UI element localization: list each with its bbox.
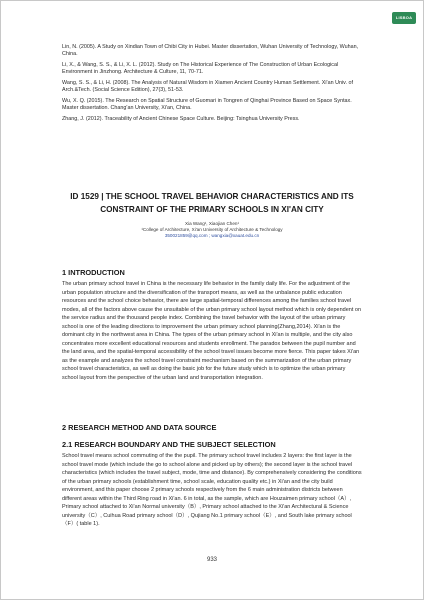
introduction-paragraph: The urban primary school travel in China is the necessary life behavior in the family daily life. For the adjustment of the urban population structure and the diversification of the transport means, as well as the unbalance public education resources and the school choice behavior, there are large spatial-temporal differences among the families school travel modes, all of the factors above cause the unsuitable of the urban primary school layout method which is only dependent on the service radius and the thousand people index. Combining the travel behavior with the layout of the urban primary school is one of the leading directions to improvement the urban primary school planning(Zhang,2014). Xi'an is the dominant city in the northwest area in China. The types of the urban primary school in Xi'an is multiple, and the city also concentrates more excellent educational resources and students enrollment. The paradox between the pupil number and the land area, and the spatial-temporal accessibility of the school travel issues become more fierce. This paper takes Xi'an as the example and analyzes the school travel constraint mechanism based on the summarization of the urban primary school travel characteristics, as well as doing the basic job for the future study which is to optimize the urban primary school layout from the perspective of the urban land and transportation integration. [62, 281, 362, 382]
paper-title-line: CONSTRAINT OF THE PRIMARY SCHOOLS IN XI'AN CITY [100, 204, 324, 214]
section-heading-introduction: 1 INTRODUCTION [62, 268, 125, 277]
reference-item: Li, X., & Wang, S. S., & Li, X. L. (2012). Study on The Historical Experience of The Construction of Urban Ecological Environment in Jinzhong. Architecture & Culture, 11, 70-71. [62, 62, 339, 75]
paper-title [40, 191, 384, 216]
author-block [40, 221, 384, 239]
author-emails: 350021859@qq.com ; wangxia@xauat.edu.cn [164, 233, 260, 238]
section-heading-method: 2 RESEARCH METHOD AND DATA SOURCE [62, 423, 217, 432]
author-names: Xia Wang¹, Xiaojian Chen¹ [185, 221, 239, 226]
page-number: 933 [206, 557, 217, 563]
reference-list [62, 44, 362, 127]
reference-item: Wang, S. S., & Li, H. (2008). The Analysis of Natural Wisdom in Xiamen Ancient Country Human Settlement. Xi'an Univ. of Arch.&Tech. (Social Science Edition), 27(3), 51-53. [62, 80, 353, 93]
author-affiliation: ¹College of Architecture, Xi'an University of Architecture & Technology [141, 227, 283, 232]
reference-item: Lin, N. (2005). A Study on Xindian Town of Chibi City in Hubei. Master dissertation, Wuhan University of Technology, Wuhan, China. [62, 44, 359, 57]
reference-item: Zhang, J. (2012). Traceability of Ancient Chinese Space Culture. Beijing: Tsinghua University Press. [62, 116, 300, 122]
paper-title-line: ID 1529 | THE SCHOOL TRAVEL BEHAVIOR CHARACTERISTICS AND ITS [70, 192, 354, 201]
reference-item: Wu, X. Q. (2015). The Research on Spatial Structure of Guomari in Tongren of Qinghai Province Based on Space Syntax. Master dissertation. Chang'an University, Xi'an, China. [62, 98, 352, 111]
conference-logo: LISBOA [392, 12, 416, 24]
subsection-heading: 2.1 RESEARCH BOUNDARY AND THE SUBJECT SELECTION [62, 440, 276, 449]
method-paragraph: School travel means school commuting of the the pupil. The primary school travel includes 2 layers: the first layer is the school travel mode (which include the go to school alone and picked up by others); the second layer is the school travel characteristics (which includes the travel subject, mode, time and distance). By comprehensively considering the conditions of the urban primary schools (establishment time, school scale, education quality etc.) in Xi'an and the city build environment, and this paper choose 2 primary schools respectively from the 6 main administration districts between different areas within the Third Ring road in Xi'an. 6 in total, as the sample, which are Houzaimen primary school（A）, Primary school attached to Xi'an Normal university（B）, Primary school attached to the Xi'an Architectural & Science university（C）, Cuihua Road primary school（D）, Qujiang No.1 primary school（E）, and South lake primary school（F）( table 1). [62, 453, 362, 528]
